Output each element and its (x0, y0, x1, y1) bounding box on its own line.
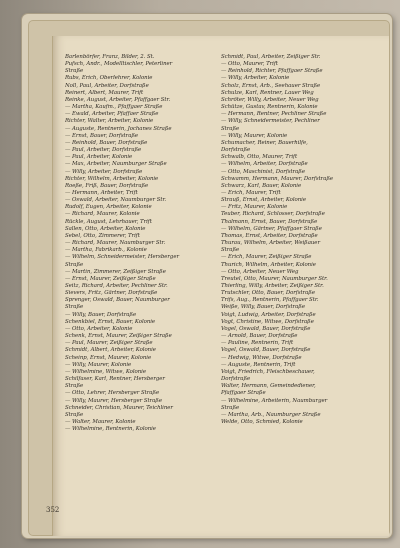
directory-entry: Straße (65, 411, 84, 418)
directory-entry: Schmidt, Paul, Arbeiter, Zeißiger Str. (221, 54, 321, 60)
directory-entry: — Willy, Maurer, Kolonie (221, 132, 288, 139)
directory-entry: Vogel, Oswald, Bauer, Dorfstraße (221, 325, 311, 332)
directory-entry: — Paul, Arbeiter, Dorfstraße (65, 147, 142, 154)
directory-entry: — Martha, Kaufm., Pfaffgaer Straße (65, 104, 163, 111)
directory-entry: Schütze, Gustav, Rentnerin, Kolonie (221, 104, 318, 111)
directory-entry: Barlenbörfer, Franz, Bilder, 2. St. (65, 54, 155, 60)
directory-entry: — Wilhelmine, Witwe, Kolonie (65, 368, 146, 375)
directory-entry: — Auguste, Rentnerin, Trift (221, 361, 296, 368)
directory-entry: Roeße, Friß, Bauer, Dorfstraße (65, 182, 149, 189)
directory-entry: Reinert, Albert, Maurer, Trift (65, 89, 144, 96)
directory-entry: — Auguste, Rentnerin, Jochanes Straße (65, 125, 172, 132)
directory-entry: Schneider, Christian, Maurer, Teichliner (65, 404, 173, 411)
directory-entry: — Wilhelmine, Rentnerin, Kolonie (65, 426, 156, 433)
directory-entry: Straße (65, 304, 84, 311)
directory-entry: — Otto, Maschinist, Dorfstraße (221, 168, 305, 175)
directory-entry: — Max, Arbeiter, Naumburger Straße (65, 161, 167, 168)
directory-entry: Voigt, Ludwig, Arbeiter, Dorfstraße (221, 311, 316, 318)
directory-entry: — Willy, Arbeiter, Dorfstraße (65, 168, 143, 175)
directory-entry: Reinke, August, Arbeiter, Pfaffgaer Str. (65, 96, 171, 103)
directory-entry: Welde, Otto, Schmied, Kolonie (221, 418, 303, 425)
directory-entry: Pufsch, Andr., Modelltischler, Peterliner (65, 61, 173, 68)
directory-entry: — Richard, Maurer, Naumburger Str. (65, 240, 166, 247)
directory-entry: Weiße, Willy, Bauer, Dorfstraße (221, 304, 305, 311)
directory-entry: — Martha, Fabrikarb., Kolonie (65, 247, 147, 254)
directory-entry: Pfaffgaer Straße (221, 390, 266, 397)
directory-entry: — Otto, Maurer, Trift (221, 61, 278, 68)
directory-entry: — Pauline, Rentnerin, Trift (221, 340, 294, 347)
directory-entry: Vogel, Oswald, Bauer, Dorfstraße (221, 347, 311, 354)
directory-entry: — Willy, Arbeiter, Kolonie (221, 75, 290, 82)
directory-entry: Trutschler, Otto, Bauer, Dorfstraße (221, 290, 315, 297)
directory-entry: Sebel, Otto, Zimmerer, Trift (65, 232, 140, 239)
book-page (52, 36, 389, 536)
directory-entry: Sprenger, Oswald, Bauer, Naumburger (65, 297, 170, 304)
directory-entry: — Hermann, Arbeiter, Trift (65, 189, 138, 196)
directory-entry: — Martin, Zimmerer, Zeißiger Straße (65, 268, 166, 275)
directory-entry: Schumacher, Reiner, Bauerhilfe, (221, 139, 308, 146)
directory-entry: — Martha, Arb., Naumburger Straße (221, 411, 321, 418)
directory-entry: Vogt, Christine, Witwe, Dorfstraße (221, 318, 314, 325)
directory-entry: — Hermann, Rentner, Pechliner Straße (221, 111, 327, 118)
directory-entry: — Richard, Maurer, Kolonie (65, 211, 140, 218)
directory-entry: Treutel, Otto, Maurer, Naumburger Str. (221, 275, 328, 282)
directory-entry: Schröter, Willy, Arbeiter, Neuer Weg (221, 96, 319, 103)
directory-entry: Richter, Wilhelm, Arbeiter, Kolonie (65, 175, 159, 182)
directory-entry: Schulze, Karl, Rentner, Lauer Weg (221, 89, 314, 96)
directory-entry: Schwarz, Karl, Bauer, Kolonie (221, 182, 302, 189)
directory-entry: Straße (65, 261, 84, 268)
directory-entry: — Erich, Maurer, Zeißiger Straße (221, 254, 312, 261)
directory-entry: Richter, Walter, Arbeiter, Kolonie (65, 118, 154, 125)
directory-entry: Strauß, Ernst, Arbeiter, Kolonie (221, 197, 306, 204)
directory-entry: Thurich, Wilhelm, Arbeiter, Kolonie (221, 261, 316, 268)
directory-entry: — Otto, Arbeiter, Kolonie (65, 325, 133, 332)
directory-entry: Thurau, Wilhelm, Arbeiter, Weißauer (221, 240, 320, 247)
directory-entry: Trifs, Aug., Rentnerin, Pfaffgaer Str. (221, 297, 319, 304)
directory-entry: Teuber, Richard, Schlosser, Dorfstraße (221, 211, 325, 218)
directory-entry: Sievers, Fritz, Gärtner, Dorfstraße (65, 290, 158, 297)
directory-entry: Rückle, August, Lehrhauer, Trift (65, 218, 152, 225)
right-column (221, 54, 373, 426)
directory-entry: Thalmann, Ernst, Bauer, Dorfstraße (221, 218, 318, 225)
directory-entry: Rubs, Erich, Oberlehrer, Kolonie (65, 75, 153, 82)
directory-entry: Schenkbiel, Ernst, Bauer, Kolonie (65, 318, 156, 325)
directory-entry: — Arnold, Bauer, Dorfstraße (221, 333, 298, 340)
directory-entry: — Ewald, Arbeiter, Pfaffaer Straße (65, 111, 159, 118)
directory-entry: — Otto, Arbeiter, Neuer Weg (221, 268, 299, 275)
directory-entry: Voigt, Friedrich, Fleischbeschauer, (221, 368, 315, 375)
directory-entry: — Oswald, Arbeiter, Naumburger Str. (65, 197, 167, 204)
directory-entry: — Ernst, Bauer, Dorfstraße (65, 132, 139, 139)
directory-entry: Schmidt, Albert, Arbeiter, Kolonie (65, 347, 156, 354)
directory-entry: — Willy, Schneidermeister, Pechliner (221, 118, 320, 125)
directory-entry: — Wilhelm, Schneidermeister, Hersberger (65, 254, 179, 261)
directory-entry: — Wilhelmine, Arbeiterin, Naumburger (221, 397, 328, 404)
directory-entry: Noll, Paul, Arbeiter, Dorfstraße (65, 82, 149, 89)
directory-entry: Rudolf, Eugen, Arbeiter, Kolonie (65, 204, 152, 211)
directory-entry: — Fritz, Maurer, Kolonie (221, 204, 288, 211)
directory-entry: Dorfstraße (221, 147, 251, 154)
directory-entry: Thomas, Ernst, Arbeiter, Dorfstraße (221, 232, 318, 239)
directory-entry: — Wilhelm, Gärtner, Pfaffgaer Straße (221, 225, 322, 232)
directory-entry: Seitz, Richard, Arbeiter, Pechliner Str. (65, 283, 168, 289)
directory-entry: — Ernst, Maurer, Zeißiger Straße (65, 275, 156, 282)
directory-entry: — Paul, Arbeiter, Kolonie (65, 154, 133, 161)
directory-entry: Schenk, Ernst, Maurer, Zeißiger Straße (65, 333, 172, 340)
directory-entry: — Reinhold, Richter, Pfaffgaer Straße (221, 68, 323, 75)
directory-entry: Dorfstraße (221, 376, 251, 383)
directory-entry: Schwamm, Hermann, Maurer, Dorfstraße (221, 175, 334, 182)
directory-entry: Schilfaser, Karl, Rentner, Hersberger (65, 376, 165, 383)
directory-entry: Straße (65, 383, 84, 390)
directory-entry: Walter, Hermann, Gemeindediener, (221, 383, 316, 390)
directory-entry: — Erich, Maurer, Trift (221, 189, 281, 196)
directory-entry: — Willy, Maurer, Kolonie (65, 361, 132, 368)
directory-entry: Straße (65, 68, 84, 75)
directory-entry: — Willy, Maurer, Hersberger Straße (65, 397, 162, 404)
directory-entry: Schwalb, Otto, Maurer, Trift (221, 154, 298, 161)
directory-entry: Sallen, Otto, Arbeiter, Kolonie (65, 225, 146, 232)
directory-entry: Straße (221, 125, 240, 132)
directory-entry: — Paul, Maurer, Zeißiger Straße (65, 340, 153, 347)
directory-entry: — Wilhelm, Arbeiter, Dorfstraße (221, 161, 308, 168)
directory-entry: Scheinp, Ernst, Maurer, Kolonie (65, 354, 152, 361)
directory-entry: — Otto, Lehrer, Hersberger Straße (65, 390, 160, 397)
directory-entry: Straße (221, 247, 240, 254)
directory-entry: Thierling, Willy, Arbeiter, Zeißiger Str. (221, 283, 324, 289)
directory-entry: — Walter, Maurer, Kolonie (65, 418, 136, 425)
directory-entry: — Hedwig, Witwe, Dorfstraße (221, 354, 302, 361)
directory-entry: Straße (221, 404, 240, 411)
directory-entry: — Willy, Bauer, Dorfstraße (65, 311, 137, 318)
left-column (65, 54, 217, 433)
page-number: 352 (46, 506, 60, 514)
directory-entry: Scholz, Ernst, Arb., Seehauer Straße (221, 82, 321, 89)
directory-entry: — Reinhold, Bauer, Dorfstraße (65, 139, 148, 146)
